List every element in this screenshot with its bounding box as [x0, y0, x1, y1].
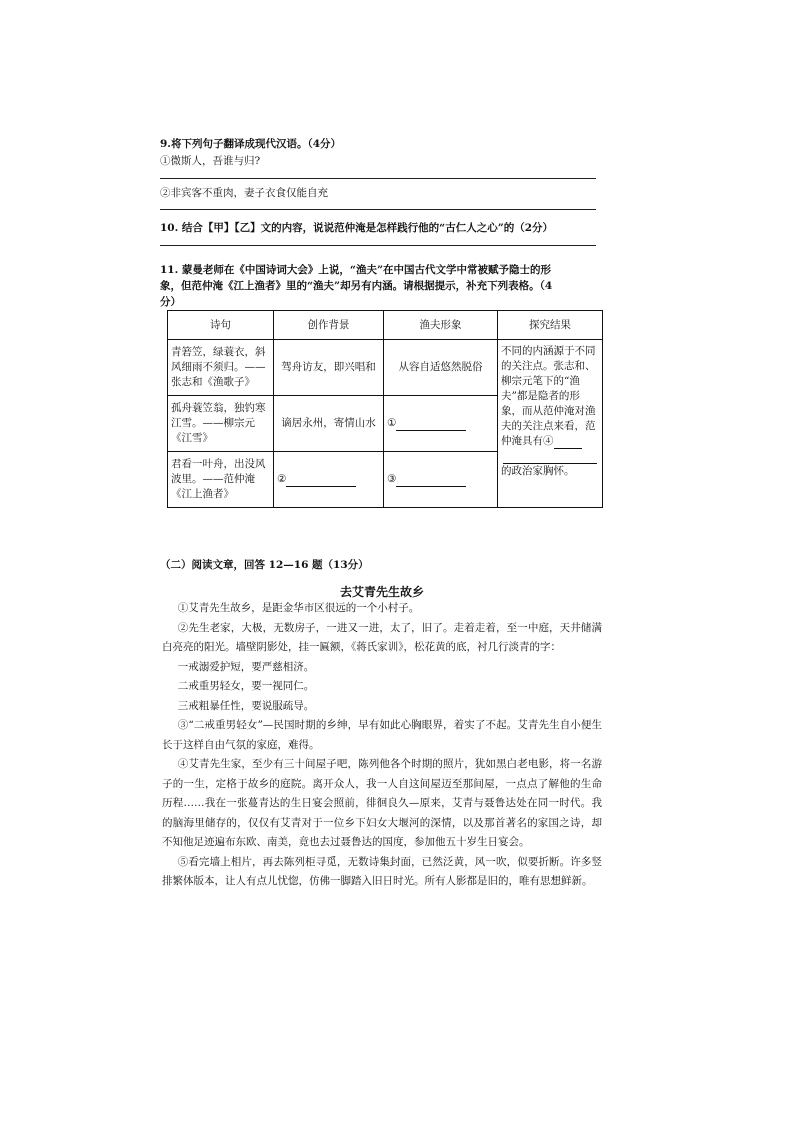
- q11-line-2: 象，但范仲淹《江上渔者》里的“渔夫”却另有内涵。请根据提示，补充下列表格。（4: [160, 280, 553, 292]
- image-cell: [384, 452, 498, 508]
- answer-blank-2[interactable]: [286, 474, 356, 487]
- article-body: [162, 599, 602, 892]
- paragraph: ③“二戒重男轻女”—民国时期的乡绅，早有如此心胸眼界，着实了不起。艾青先生自小便生长于这样自由气氛的家庭，难得。: [162, 719, 602, 751]
- header-poem: 诗句: [168, 311, 274, 340]
- image-cell: [384, 396, 498, 452]
- answer-line: [160, 178, 596, 179]
- paragraph: 三戒粗暴任性，要说服疏导。: [177, 699, 315, 712]
- section-heading: （二）阅读文章，回答 12—16 题（13分）: [160, 559, 369, 571]
- paragraph: ⑤看完墙上相片，再去陈列柜寻觅，无数诗集封面，已然泛黄，风一吹，似要折断。许多竖排繁体版本，让人有点儿忧惚，仿佛一脚踏入旧日时光。所有人影都是旧的，唯有思想鲜新。: [162, 855, 602, 887]
- q9-item-1: ①微斯人，吾谁与归?: [160, 155, 261, 167]
- q9-item-2: ②非宾客不重肉，妻子衣食仅能自充: [160, 187, 328, 199]
- article-title: 去艾青先生故乡: [339, 585, 424, 599]
- q11-line-1: 11. 蒙曼老师在《中国诗词大会》上说，“渔夫”在中国古代文学中常被赋予隐士的形: [160, 264, 552, 276]
- paragraph: ④艾青先生家，至少有三十间屋子吧，陈列他各个时期的照片，犹如黑白老电影，将一名游子的一生，定格于故乡的庭院。离开众人，我一人自这间屋迈至那间屋，一点点了解他的生命历程……我在一张蔓青达的生日宴会照前，徘徊良久—原来，艾青与聂鲁达处在同一时代。我的脑海里储存的，仅仅有艾青对于一位乡下妇女大堰河的深情，以及那首著名的家国之诗，却不知他足迹遍布东欧、南美，竟也去过聂鲁达的国度，参加他五十岁生日宴会。: [162, 758, 602, 848]
- blank-3-marker: ③: [387, 473, 397, 485]
- background-cell: 驾舟访友，即兴唱和: [274, 340, 384, 396]
- table-header-row: [168, 311, 603, 340]
- q11-line-3: 分）: [160, 296, 181, 308]
- paragraph: ②先生老家，大极，无数房子，一进又一进，太了，旧了。走着走着，至一中庭，天井储满白亮亮的阳光。墙壁阴影处，挂一匾额，《蒋氏家训》，松花黄的底，衬几行淡青的字：: [162, 621, 602, 653]
- result-cell: [498, 340, 603, 508]
- background-cell: 谪居永州，寄情山水: [274, 396, 384, 452]
- paragraph: 二戒重男轻女，要一视同仁。: [177, 680, 315, 692]
- answer-line: [160, 209, 596, 210]
- answer-line[interactable]: [503, 449, 597, 464]
- header-background: 创作背景: [274, 311, 384, 340]
- blank-2-marker: ②: [277, 473, 287, 485]
- q10-title: 10. 结合【甲】【乙】文的内容，说说范仲淹是怎样践行他的“古仁人之心”的（2分）: [160, 222, 554, 234]
- poem-cell: 孤舟蓑笠翁，独钓寒江雪。——柳宗元《江雪》: [168, 396, 274, 452]
- result-text-end: 的政治家胸怀。: [501, 465, 575, 477]
- poem-cell: 君看一叶舟，出没风波里。——范仲淹《江上渔者》: [168, 452, 274, 508]
- q9-title: 9.将下列句子翻译成现代汉语。（4分）: [160, 138, 342, 150]
- exploration-table: [167, 310, 603, 508]
- header-result: 探究结果: [498, 311, 603, 340]
- result-text: 不同的内涵源于不同的关注点。张志和、柳宗元笔下的“渔夫”都是隐者的形象，而从范仲淹对渔夫的关注点来看，范仲淹具有: [501, 345, 596, 447]
- answer-blank-4[interactable]: [554, 436, 582, 449]
- background-cell: [274, 452, 384, 508]
- image-cell: 从容自适悠然脱俗: [384, 340, 498, 396]
- answer-blank-3[interactable]: [396, 474, 466, 487]
- paragraph: ①艾青先生故乡，是距金华市区很远的一个小村子。: [177, 602, 420, 614]
- blank-1-marker: ①: [387, 417, 397, 429]
- paragraph: 一戒溺爱护短，要严慈相济。: [177, 660, 315, 673]
- header-image: 渔夫形象: [384, 311, 498, 340]
- answer-blank-1[interactable]: [396, 418, 466, 431]
- poem-cell: 青箬笠，绿蓑衣，斜风细雨不须归。——张志和《渔歌子》: [168, 340, 274, 396]
- answer-line: [160, 245, 596, 246]
- blank-4-marker: ④: [543, 435, 554, 447]
- table-row: [168, 340, 603, 396]
